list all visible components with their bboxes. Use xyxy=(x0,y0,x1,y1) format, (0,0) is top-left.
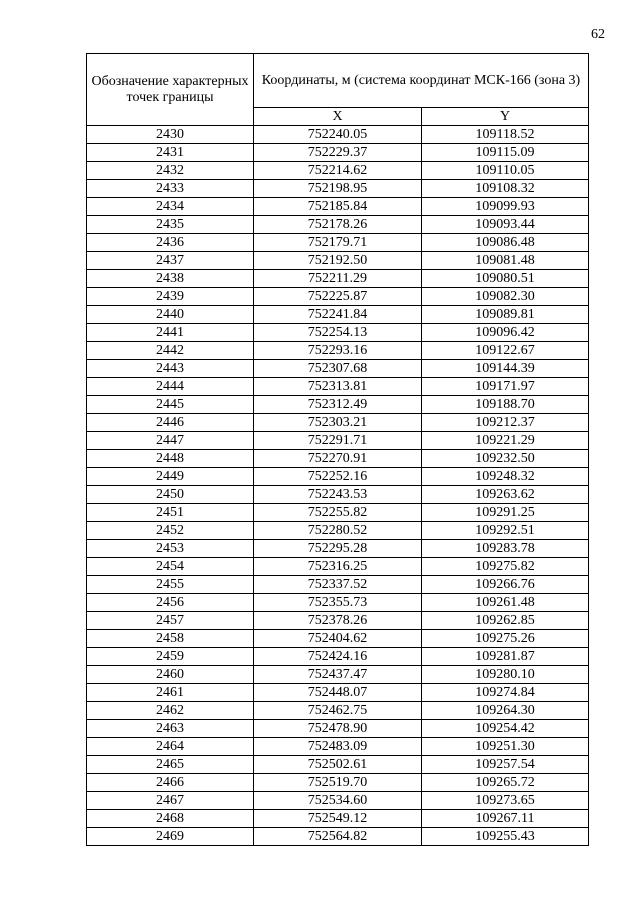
point-id-cell: 2466 xyxy=(87,774,254,792)
x-coordinate-cell: 752437.47 xyxy=(254,666,422,684)
y-coordinate-cell: 109093.44 xyxy=(422,216,589,234)
point-id-cell: 2445 xyxy=(87,396,254,414)
y-coordinate-cell: 109273.65 xyxy=(422,792,589,810)
point-id-cell: 2436 xyxy=(87,234,254,252)
table-row xyxy=(87,558,589,576)
table-row xyxy=(87,450,589,468)
x-coordinate-cell: 752229.37 xyxy=(254,144,422,162)
y-column-header: Y xyxy=(422,108,589,126)
x-coordinate-cell: 752303.21 xyxy=(254,414,422,432)
table-row xyxy=(87,324,589,342)
table-row xyxy=(87,576,589,594)
point-column-header xyxy=(87,54,254,126)
coordinates-group-header xyxy=(254,54,589,108)
point-id-cell: 2457 xyxy=(87,612,254,630)
coordinates-table xyxy=(86,53,589,846)
point-id-cell: 2447 xyxy=(87,432,254,450)
y-coordinate-cell: 109265.72 xyxy=(422,774,589,792)
table-row xyxy=(87,540,589,558)
point-id-cell: 2462 xyxy=(87,702,254,720)
table-row xyxy=(87,594,589,612)
table-row xyxy=(87,342,589,360)
table-row xyxy=(87,162,589,180)
table-row xyxy=(87,234,589,252)
point-id-cell: 2453 xyxy=(87,540,254,558)
table-row xyxy=(87,792,589,810)
point-id-cell: 2438 xyxy=(87,270,254,288)
y-coordinate-cell: 109248.32 xyxy=(422,468,589,486)
y-coordinate-cell: 109081.48 xyxy=(422,252,589,270)
point-id-cell: 2442 xyxy=(87,342,254,360)
x-coordinate-cell: 752270.91 xyxy=(254,450,422,468)
y-coordinate-cell: 109122.67 xyxy=(422,342,589,360)
x-coordinate-cell: 752502.61 xyxy=(254,756,422,774)
x-coordinate-cell: 752254.13 xyxy=(254,324,422,342)
coordinates-group-header-text: Координаты, м (система координат МСК-166 (зона 3) xyxy=(261,72,581,88)
table-row xyxy=(87,504,589,522)
x-coordinate-cell: 752178.26 xyxy=(254,216,422,234)
y-coordinate-cell: 109267.11 xyxy=(422,810,589,828)
table-row xyxy=(87,126,589,144)
x-coordinate-cell: 752291.71 xyxy=(254,432,422,450)
x-coordinate-cell: 752225.87 xyxy=(254,288,422,306)
y-coordinate-cell: 109144.39 xyxy=(422,360,589,378)
y-coordinate-cell: 109171.97 xyxy=(422,378,589,396)
x-coordinate-cell: 752478.90 xyxy=(254,720,422,738)
point-id-cell: 2433 xyxy=(87,180,254,198)
x-coordinate-cell: 752198.95 xyxy=(254,180,422,198)
point-id-cell: 2448 xyxy=(87,450,254,468)
y-coordinate-cell: 109291.25 xyxy=(422,504,589,522)
point-id-cell: 2455 xyxy=(87,576,254,594)
y-coordinate-cell: 109089.81 xyxy=(422,306,589,324)
table-row xyxy=(87,666,589,684)
point-id-cell: 2443 xyxy=(87,360,254,378)
point-id-cell: 2440 xyxy=(87,306,254,324)
table-row xyxy=(87,468,589,486)
x-coordinate-cell: 752243.53 xyxy=(254,486,422,504)
x-coordinate-cell: 752312.49 xyxy=(254,396,422,414)
x-coordinate-cell: 752519.70 xyxy=(254,774,422,792)
y-coordinate-cell: 109110.05 xyxy=(422,162,589,180)
table-row xyxy=(87,648,589,666)
y-coordinate-cell: 109221.29 xyxy=(422,432,589,450)
x-coordinate-cell: 752337.52 xyxy=(254,576,422,594)
y-coordinate-cell: 109099.93 xyxy=(422,198,589,216)
table-row xyxy=(87,486,589,504)
point-id-cell: 2439 xyxy=(87,288,254,306)
table-row xyxy=(87,756,589,774)
y-coordinate-cell: 109115.09 xyxy=(422,144,589,162)
table-row xyxy=(87,306,589,324)
x-coordinate-cell: 752255.82 xyxy=(254,504,422,522)
y-coordinate-cell: 109275.82 xyxy=(422,558,589,576)
table-row xyxy=(87,216,589,234)
table-row xyxy=(87,738,589,756)
point-id-cell: 2464 xyxy=(87,738,254,756)
y-coordinate-cell: 109264.30 xyxy=(422,702,589,720)
y-coordinate-cell: 109108.32 xyxy=(422,180,589,198)
y-coordinate-cell: 109263.62 xyxy=(422,486,589,504)
x-coordinate-cell: 752214.62 xyxy=(254,162,422,180)
x-coordinate-cell: 752316.25 xyxy=(254,558,422,576)
table-body xyxy=(87,126,589,846)
x-coordinate-cell: 752378.26 xyxy=(254,612,422,630)
x-coordinate-cell: 752293.16 xyxy=(254,342,422,360)
point-id-cell: 2444 xyxy=(87,378,254,396)
y-coordinate-cell: 109275.26 xyxy=(422,630,589,648)
table-row xyxy=(87,612,589,630)
y-coordinate-cell: 109096.42 xyxy=(422,324,589,342)
point-id-cell: 2430 xyxy=(87,126,254,144)
point-id-cell: 2449 xyxy=(87,468,254,486)
y-coordinate-cell: 109232.50 xyxy=(422,450,589,468)
table-row xyxy=(87,252,589,270)
x-coordinate-cell: 752424.16 xyxy=(254,648,422,666)
point-id-cell: 2452 xyxy=(87,522,254,540)
x-column-header: X xyxy=(254,108,422,126)
y-coordinate-cell: 109281.87 xyxy=(422,648,589,666)
y-coordinate-cell: 109086.48 xyxy=(422,234,589,252)
table-row xyxy=(87,774,589,792)
y-coordinate-cell: 109255.43 xyxy=(422,828,589,846)
x-coordinate-cell: 752211.29 xyxy=(254,270,422,288)
table-row xyxy=(87,522,589,540)
x-coordinate-cell: 752462.75 xyxy=(254,702,422,720)
x-coordinate-cell: 752280.52 xyxy=(254,522,422,540)
point-id-cell: 2461 xyxy=(87,684,254,702)
table-row xyxy=(87,198,589,216)
point-id-cell: 2467 xyxy=(87,792,254,810)
y-coordinate-cell: 109274.84 xyxy=(422,684,589,702)
x-coordinate-cell: 752549.12 xyxy=(254,810,422,828)
y-coordinate-cell: 109283.78 xyxy=(422,540,589,558)
point-id-cell: 2431 xyxy=(87,144,254,162)
y-coordinate-cell: 109280.10 xyxy=(422,666,589,684)
table-row xyxy=(87,684,589,702)
x-coordinate-cell: 752404.62 xyxy=(254,630,422,648)
x-coordinate-cell: 752179.71 xyxy=(254,234,422,252)
x-coordinate-cell: 752355.73 xyxy=(254,594,422,612)
x-coordinate-cell: 752241.84 xyxy=(254,306,422,324)
point-id-cell: 2454 xyxy=(87,558,254,576)
x-coordinate-cell: 752534.60 xyxy=(254,792,422,810)
x-coordinate-cell: 752252.16 xyxy=(254,468,422,486)
point-id-cell: 2450 xyxy=(87,486,254,504)
point-id-cell: 2458 xyxy=(87,630,254,648)
point-id-cell: 2456 xyxy=(87,594,254,612)
x-coordinate-cell: 752307.68 xyxy=(254,360,422,378)
table-row xyxy=(87,360,589,378)
table-row xyxy=(87,702,589,720)
y-coordinate-cell: 109266.76 xyxy=(422,576,589,594)
table-row xyxy=(87,630,589,648)
point-id-cell: 2459 xyxy=(87,648,254,666)
point-id-cell: 2451 xyxy=(87,504,254,522)
x-coordinate-cell: 752564.82 xyxy=(254,828,422,846)
table-row xyxy=(87,432,589,450)
x-coordinate-cell: 752483.09 xyxy=(254,738,422,756)
point-id-cell: 2469 xyxy=(87,828,254,846)
x-coordinate-cell: 752185.84 xyxy=(254,198,422,216)
point-id-cell: 2460 xyxy=(87,666,254,684)
y-coordinate-cell: 109254.42 xyxy=(422,720,589,738)
table-row xyxy=(87,144,589,162)
page-number: 62 xyxy=(591,27,605,42)
table-row xyxy=(87,396,589,414)
point-id-cell: 2468 xyxy=(87,810,254,828)
table-row xyxy=(87,180,589,198)
y-coordinate-cell: 109257.54 xyxy=(422,756,589,774)
point-id-cell: 2435 xyxy=(87,216,254,234)
x-coordinate-cell: 752192.50 xyxy=(254,252,422,270)
x-coordinate-cell: 752313.81 xyxy=(254,378,422,396)
table-row xyxy=(87,828,589,846)
y-coordinate-cell: 109118.52 xyxy=(422,126,589,144)
point-column-header-text: Обозначение характерных точек границы xyxy=(91,73,249,105)
y-coordinate-cell: 109188.70 xyxy=(422,396,589,414)
point-id-cell: 2432 xyxy=(87,162,254,180)
y-coordinate-cell: 109261.48 xyxy=(422,594,589,612)
y-coordinate-cell: 109251.30 xyxy=(422,738,589,756)
table-row xyxy=(87,288,589,306)
point-id-cell: 2434 xyxy=(87,198,254,216)
point-id-cell: 2446 xyxy=(87,414,254,432)
x-coordinate-cell: 752295.28 xyxy=(254,540,422,558)
y-coordinate-cell: 109082.30 xyxy=(422,288,589,306)
point-id-cell: 2463 xyxy=(87,720,254,738)
y-coordinate-cell: 109080.51 xyxy=(422,270,589,288)
point-id-cell: 2437 xyxy=(87,252,254,270)
table-row xyxy=(87,270,589,288)
y-coordinate-cell: 109292.51 xyxy=(422,522,589,540)
x-coordinate-cell: 752240.05 xyxy=(254,126,422,144)
table-row xyxy=(87,378,589,396)
x-coordinate-cell: 752448.07 xyxy=(254,684,422,702)
y-coordinate-cell: 109212.37 xyxy=(422,414,589,432)
table-row xyxy=(87,414,589,432)
y-coordinate-cell: 109262.85 xyxy=(422,612,589,630)
point-id-cell: 2465 xyxy=(87,756,254,774)
point-id-cell: 2441 xyxy=(87,324,254,342)
table-row xyxy=(87,720,589,738)
table-row xyxy=(87,810,589,828)
